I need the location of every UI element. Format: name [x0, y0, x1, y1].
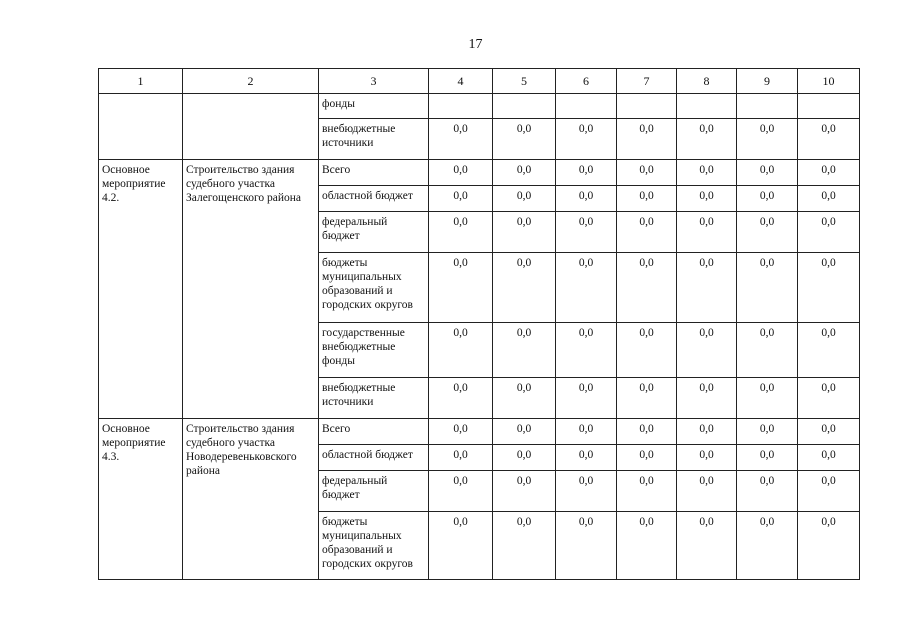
- value-cell: [798, 94, 860, 119]
- value-cell: 0,0: [429, 419, 493, 445]
- value-cell: 0,0: [429, 323, 493, 378]
- value-cell: 0,0: [677, 471, 737, 512]
- value-cell: 0,0: [429, 253, 493, 323]
- value-cell: 0,0: [429, 186, 493, 212]
- value-cell: [617, 94, 677, 119]
- funding-source-cell: областной бюджет: [319, 445, 429, 471]
- value-cell: 0,0: [493, 419, 556, 445]
- value-cell: 0,0: [737, 445, 798, 471]
- value-cell: 0,0: [556, 378, 617, 419]
- value-cell: 0,0: [556, 119, 617, 160]
- funding-source-cell: Всего: [319, 419, 429, 445]
- column-header: 8: [677, 69, 737, 94]
- value-cell: 0,0: [737, 160, 798, 186]
- column-header: 3: [319, 69, 429, 94]
- value-cell: 0,0: [493, 378, 556, 419]
- activity-cell-empty: [99, 94, 183, 160]
- value-cell: 0,0: [617, 119, 677, 160]
- activity-cell: Основное мероприятие 4.3.: [99, 419, 183, 580]
- value-cell: 0,0: [798, 323, 860, 378]
- value-cell: 0,0: [556, 186, 617, 212]
- value-cell: 0,0: [677, 378, 737, 419]
- value-cell: 0,0: [737, 119, 798, 160]
- budget-table: [98, 68, 860, 580]
- value-cell: 0,0: [798, 186, 860, 212]
- value-cell: 0,0: [493, 512, 556, 580]
- funding-source-cell: федеральный бюджет: [319, 212, 429, 253]
- value-cell: 0,0: [556, 323, 617, 378]
- funding-source-cell: федеральный бюджет: [319, 471, 429, 512]
- value-cell: 0,0: [493, 445, 556, 471]
- value-cell: 0,0: [556, 445, 617, 471]
- value-cell: [493, 94, 556, 119]
- value-cell: 0,0: [556, 471, 617, 512]
- table-row: [99, 419, 860, 445]
- value-cell: 0,0: [429, 119, 493, 160]
- value-cell: 0,0: [617, 378, 677, 419]
- funding-source-cell: внебюджетные источники: [319, 119, 429, 160]
- column-header: 2: [183, 69, 319, 94]
- value-cell: 0,0: [737, 212, 798, 253]
- value-cell: 0,0: [556, 253, 617, 323]
- value-cell: 0,0: [798, 471, 860, 512]
- value-cell: 0,0: [737, 253, 798, 323]
- funding-source-cell: государственные внебюджетные фонды: [319, 323, 429, 378]
- value-cell: 0,0: [798, 160, 860, 186]
- column-header: 4: [429, 69, 493, 94]
- value-cell: 0,0: [677, 512, 737, 580]
- value-cell: 0,0: [617, 253, 677, 323]
- value-cell: 0,0: [617, 160, 677, 186]
- value-cell: 0,0: [493, 119, 556, 160]
- activity-cell: Основное мероприятие 4.2.: [99, 160, 183, 419]
- value-cell: 0,0: [737, 471, 798, 512]
- value-cell: 0,0: [429, 212, 493, 253]
- value-cell: [737, 94, 798, 119]
- value-cell: 0,0: [677, 212, 737, 253]
- page-number: 17: [468, 37, 483, 52]
- funding-source-cell: фонды: [319, 94, 429, 119]
- value-cell: [429, 94, 493, 119]
- value-cell: 0,0: [677, 419, 737, 445]
- header-row: [99, 69, 860, 94]
- table-row: [99, 94, 860, 119]
- value-cell: 0,0: [737, 186, 798, 212]
- value-cell: 0,0: [493, 212, 556, 253]
- value-cell: 0,0: [617, 512, 677, 580]
- value-cell: 0,0: [556, 512, 617, 580]
- table-row: [99, 160, 860, 186]
- value-cell: 0,0: [798, 253, 860, 323]
- funding-source-cell: бюджеты муниципальных образований и городских округов: [319, 512, 429, 580]
- value-cell: 0,0: [677, 186, 737, 212]
- activity-title-cell: Строительство здания судебного участка Залегощенского района: [183, 160, 319, 419]
- column-header: 9: [737, 69, 798, 94]
- value-cell: 0,0: [429, 445, 493, 471]
- title-cell-empty: [183, 94, 319, 160]
- value-cell: 0,0: [798, 445, 860, 471]
- value-cell: 0,0: [737, 323, 798, 378]
- value-cell: 0,0: [798, 419, 860, 445]
- funding-source-cell: внебюджетные источники: [319, 378, 429, 419]
- value-cell: 0,0: [737, 512, 798, 580]
- funding-source-cell: бюджеты муниципальных образований и городских округов: [319, 253, 429, 323]
- value-cell: 0,0: [556, 160, 617, 186]
- value-cell: 0,0: [798, 212, 860, 253]
- funding-source-cell: областной бюджет: [319, 186, 429, 212]
- value-cell: 0,0: [677, 160, 737, 186]
- value-cell: 0,0: [617, 212, 677, 253]
- value-cell: [556, 94, 617, 119]
- value-cell: 0,0: [677, 253, 737, 323]
- value-cell: [677, 94, 737, 119]
- funding-source-cell: Всего: [319, 160, 429, 186]
- column-header: 7: [617, 69, 677, 94]
- column-header: 6: [556, 69, 617, 94]
- value-cell: 0,0: [493, 186, 556, 212]
- value-cell: 0,0: [617, 323, 677, 378]
- value-cell: 0,0: [617, 445, 677, 471]
- column-header: 1: [99, 69, 183, 94]
- value-cell: 0,0: [493, 471, 556, 512]
- value-cell: 0,0: [677, 119, 737, 160]
- value-cell: 0,0: [556, 212, 617, 253]
- value-cell: 0,0: [493, 160, 556, 186]
- value-cell: 0,0: [617, 471, 677, 512]
- value-cell: 0,0: [677, 445, 737, 471]
- value-cell: 0,0: [617, 419, 677, 445]
- value-cell: 0,0: [429, 378, 493, 419]
- value-cell: 0,0: [429, 512, 493, 580]
- value-cell: 0,0: [617, 186, 677, 212]
- value-cell: 0,0: [493, 323, 556, 378]
- value-cell: 0,0: [798, 378, 860, 419]
- value-cell: 0,0: [429, 471, 493, 512]
- activity-title-cell: Строительство здания судебного участка Новодеревеньковского района: [183, 419, 319, 580]
- value-cell: 0,0: [493, 253, 556, 323]
- column-header: 5: [493, 69, 556, 94]
- value-cell: 0,0: [737, 378, 798, 419]
- value-cell: 0,0: [677, 323, 737, 378]
- value-cell: 0,0: [798, 512, 860, 580]
- value-cell: 0,0: [429, 160, 493, 186]
- column-header: 10: [798, 69, 860, 94]
- value-cell: 0,0: [737, 419, 798, 445]
- value-cell: 0,0: [556, 419, 617, 445]
- value-cell: 0,0: [798, 119, 860, 160]
